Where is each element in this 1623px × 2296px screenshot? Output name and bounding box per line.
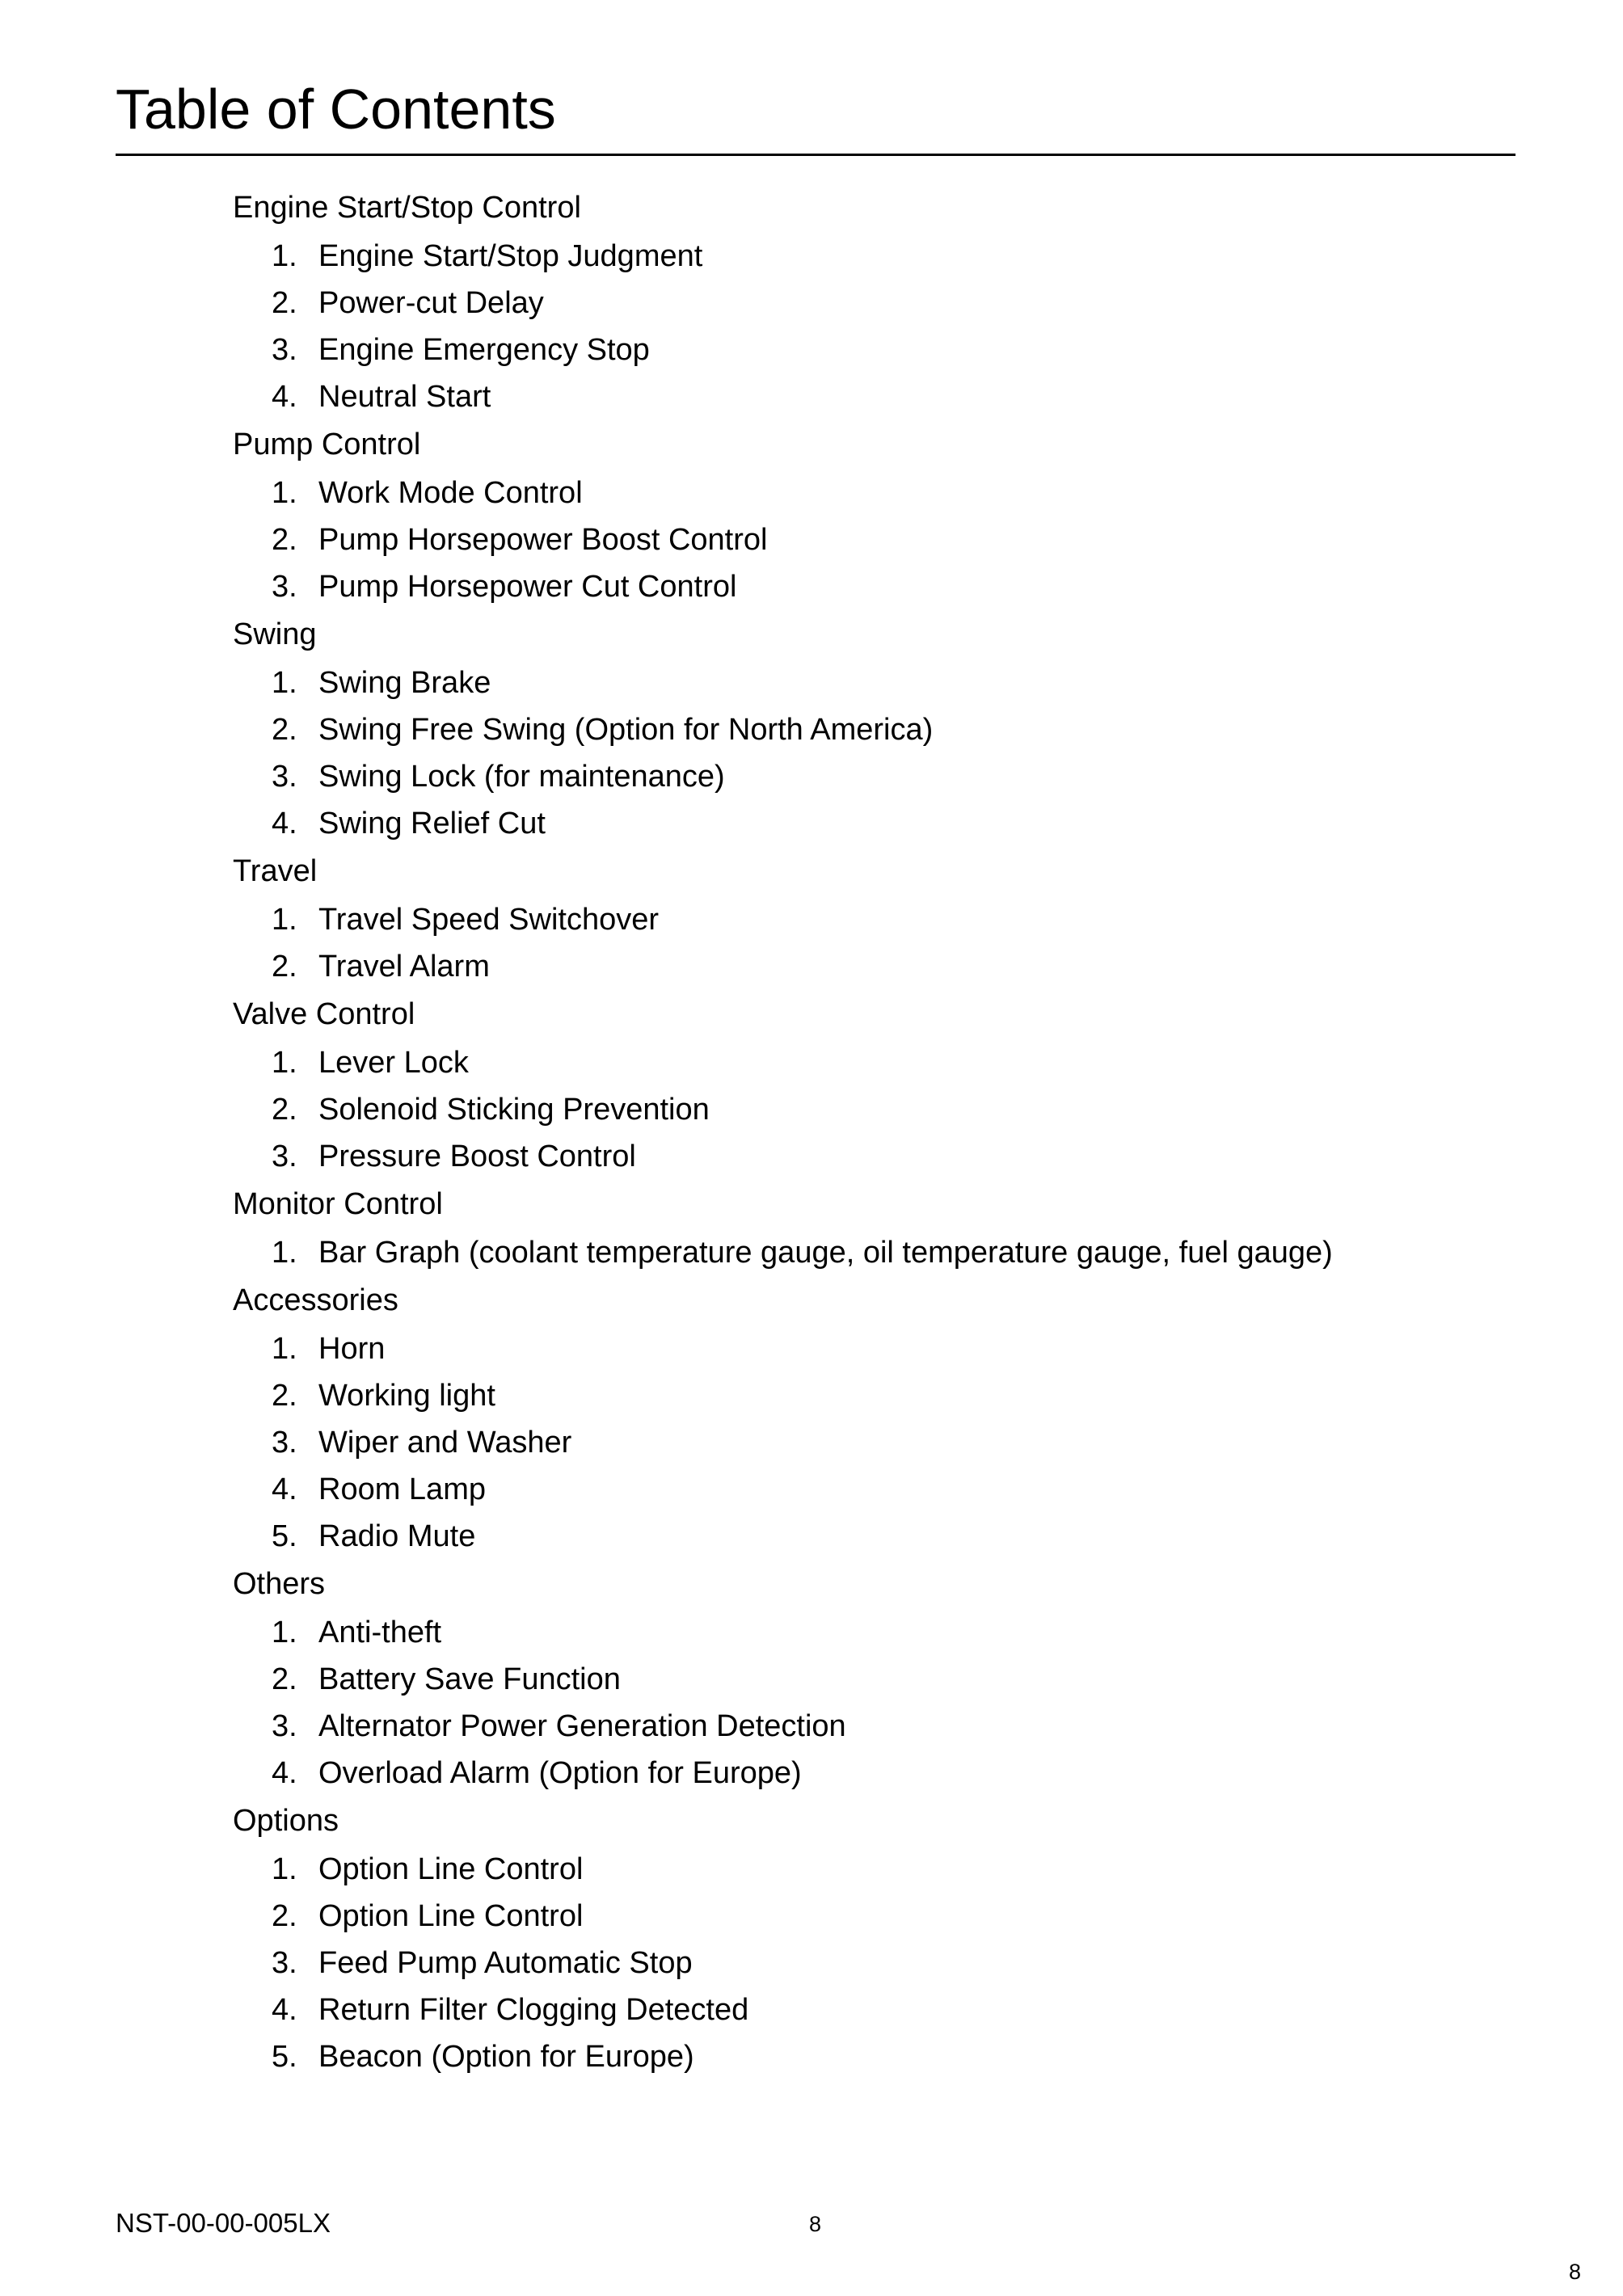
toc-entry — [233, 943, 1526, 990]
toc-entry-number: 3. — [272, 1946, 297, 1980]
toc-entry — [233, 1419, 1526, 1466]
toc-entry-number: 1. — [272, 903, 297, 937]
toc-section — [233, 1560, 1526, 1797]
toc-section — [233, 1276, 1526, 1560]
toc-entry-label: Swing Brake — [318, 666, 491, 700]
toc-entry-label: Solenoid Sticking Prevention — [318, 1093, 710, 1127]
toc-entry-label: Lever Lock — [318, 1046, 469, 1080]
toc-entry — [233, 706, 1526, 753]
toc-section — [233, 420, 1526, 610]
toc-section — [233, 183, 1526, 420]
toc-entry-number: 1. — [272, 1852, 297, 1886]
toc-entry-number: 4. — [272, 1756, 297, 1790]
toc-entry-number: 2. — [272, 713, 297, 747]
toc-section-heading: Options — [233, 1804, 339, 1838]
toc-entry-number: 4. — [272, 807, 297, 840]
toc-entry — [233, 1466, 1526, 1513]
toc-entry — [233, 659, 1526, 706]
toc-entry-label: Radio Mute — [318, 1519, 476, 1553]
toc-section-heading: Engine Start/Stop Control — [233, 191, 581, 225]
toc-entry-label: Swing Free Swing (Option for North America) — [318, 713, 934, 747]
toc-section-heading: Valve Control — [233, 997, 415, 1031]
toc-section-heading: Accessories — [233, 1283, 398, 1317]
toc-entry-label: Wiper and Washer — [318, 1426, 572, 1460]
toc-entry-label: Beacon (Option for Europe) — [318, 2040, 694, 2074]
toc-entry — [233, 1039, 1526, 1086]
table-of-contents — [233, 183, 1526, 2080]
toc-entry-label: Swing Relief Cut — [318, 807, 546, 840]
toc-section-heading: Travel — [233, 854, 318, 888]
toc-section-heading: Pump Control — [233, 428, 421, 461]
footer-page-number: 8 — [809, 2212, 822, 2236]
toc-section — [233, 847, 1526, 990]
toc-entry-number: 1. — [272, 1236, 297, 1270]
toc-entry-label: Pressure Boost Control — [318, 1140, 636, 1173]
toc-entry-label: Swing Lock (for maintenance) — [318, 760, 725, 794]
toc-entry — [233, 1750, 1526, 1797]
toc-section — [233, 990, 1526, 1180]
toc-entry — [233, 1086, 1526, 1133]
toc-entry-label: Room Lamp — [318, 1472, 486, 1506]
toc-entry — [233, 1703, 1526, 1750]
toc-entry-number: 1. — [272, 1046, 297, 1080]
toc-entry — [233, 373, 1526, 420]
toc-entry-label: Overload Alarm (Option for Europe) — [318, 1756, 802, 1790]
toc-entry — [233, 1846, 1526, 1893]
toc-entry-number: 2. — [272, 286, 297, 320]
toc-entry-label: Return Filter Clogging Detected — [318, 1993, 749, 2027]
title-divider — [116, 154, 1516, 156]
toc-entry-number: 1. — [272, 1616, 297, 1649]
toc-entry-label: Pump Horsepower Boost Control — [318, 523, 768, 557]
toc-entry — [233, 1133, 1526, 1180]
toc-entry-number: 4. — [272, 1472, 297, 1506]
toc-entry-number: 2. — [272, 1093, 297, 1127]
toc-entry — [233, 1609, 1526, 1656]
footer-document-id: NST-00-00-005LX — [116, 2208, 331, 2238]
toc-entry-number: 3. — [272, 333, 297, 367]
toc-entry-number: 1. — [272, 666, 297, 700]
toc-entry-label: Battery Save Function — [318, 1662, 621, 1696]
toc-entry-number: 4. — [272, 1993, 297, 2027]
toc-entry-label: Alternator Power Generation Detection — [318, 1709, 846, 1743]
page-title: Table of Contents — [116, 78, 556, 141]
toc-entry-label: Horn — [318, 1332, 386, 1366]
toc-entry-label: Bar Graph (coolant temperature gauge, oil temperature gauge, fuel gauge) — [318, 1236, 1333, 1270]
toc-entry-number: 4. — [272, 380, 297, 414]
toc-entry-label: Pump Horsepower Cut Control — [318, 570, 737, 604]
toc-entry-label: Option Line Control — [318, 1899, 584, 1933]
toc-entry — [233, 896, 1526, 943]
toc-entry-label: Neutral Start — [318, 380, 491, 414]
toc-entry — [233, 233, 1526, 280]
toc-entry-number: 5. — [272, 2040, 297, 2074]
toc-entry-number: 3. — [272, 570, 297, 604]
toc-entry-label: Anti-theft — [318, 1616, 442, 1649]
toc-entry-number: 3. — [272, 1426, 297, 1460]
toc-entry-number: 3. — [272, 1709, 297, 1743]
toc-entry-number: 5. — [272, 1519, 297, 1553]
toc-entry — [233, 1656, 1526, 1703]
toc-entry — [233, 800, 1526, 847]
toc-entry-number: 2. — [272, 1899, 297, 1933]
toc-entry — [233, 1372, 1526, 1419]
toc-entry — [233, 1940, 1526, 1986]
toc-entry-number: 2. — [272, 1379, 297, 1413]
toc-entry-label: Engine Emergency Stop — [318, 333, 650, 367]
toc-entry — [233, 563, 1526, 610]
toc-entry-label: Feed Pump Automatic Stop — [318, 1946, 693, 1980]
toc-entry-label: Travel Alarm — [318, 950, 490, 984]
toc-section — [233, 610, 1526, 847]
toc-entry — [233, 753, 1526, 800]
toc-entry — [233, 1893, 1526, 1940]
toc-entry — [233, 1229, 1526, 1276]
toc-entry-label: Option Line Control — [318, 1852, 584, 1886]
toc-entry-number: 2. — [272, 1662, 297, 1696]
toc-entry-label: Working light — [318, 1379, 495, 1413]
toc-entry — [233, 516, 1526, 563]
toc-entry-label: Work Mode Control — [318, 476, 583, 510]
toc-entry — [233, 1986, 1526, 2033]
toc-entry — [233, 1513, 1526, 1560]
toc-entry-number: 1. — [272, 1332, 297, 1366]
toc-section-heading: Swing — [233, 617, 317, 651]
toc-entry — [233, 280, 1526, 326]
toc-section — [233, 1180, 1526, 1276]
toc-entry-label: Travel Speed Switchover — [318, 903, 660, 937]
toc-entry-number: 1. — [272, 476, 297, 510]
toc-section-heading: Others — [233, 1567, 326, 1601]
toc-entry — [233, 1325, 1526, 1372]
toc-section-heading: Monitor Control — [233, 1187, 443, 1221]
toc-entry-number: 2. — [272, 950, 297, 984]
toc-entry — [233, 2033, 1526, 2080]
toc-entry-number: 1. — [272, 239, 297, 273]
toc-entry-number: 2. — [272, 523, 297, 557]
footer-page-number-corner: 8 — [1569, 2260, 1582, 2284]
toc-entry — [233, 326, 1526, 373]
toc-entry-label: Power-cut Delay — [318, 286, 544, 320]
toc-section — [233, 1797, 1526, 2080]
toc-entry-number: 3. — [272, 1140, 297, 1173]
toc-entry — [233, 470, 1526, 516]
toc-entry-number: 3. — [272, 760, 297, 794]
toc-entry-label: Engine Start/Stop Judgment — [318, 239, 703, 273]
